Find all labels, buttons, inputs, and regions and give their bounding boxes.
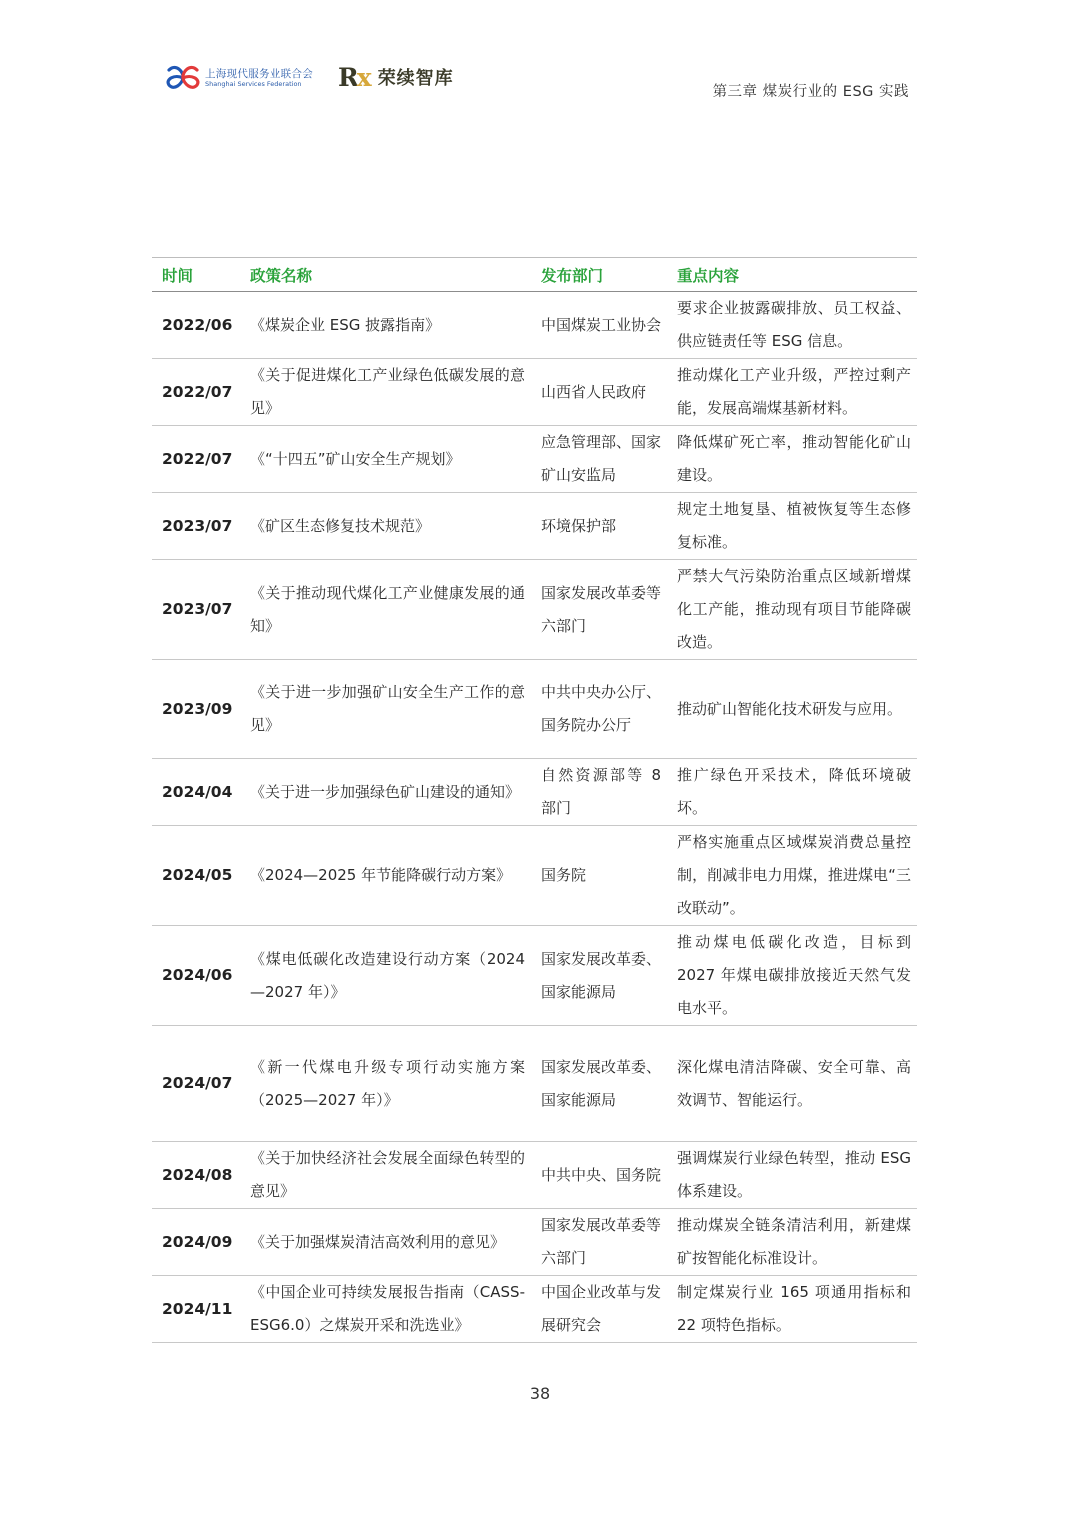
row-department: 山西省人民政府 (531, 359, 667, 426)
row-department: 国务院 (531, 826, 667, 926)
row-time: 2022/07 (152, 426, 240, 493)
table-row (152, 1142, 917, 1209)
table-row (152, 560, 917, 660)
row-department: 国家发展改革委、国家能源局 (531, 926, 667, 1026)
table-row (152, 1026, 917, 1142)
header-policy-name: 政策名称 (240, 258, 531, 292)
table-row (152, 926, 917, 1026)
row-department: 中国煤炭工业协会 (531, 292, 667, 359)
row-time: 2024/08 (152, 1142, 240, 1209)
rongxu-think-tank-logo (338, 64, 454, 90)
row-department: 国家发展改革委等六部门 (531, 560, 667, 660)
shanghai-services-federation-logo (166, 64, 313, 92)
row-policy-name: 《关于推动现代煤化工产业健康发展的通知》 (240, 560, 531, 660)
row-key-content: 严禁大气污染防治重点区域新增煤化工产能，推动现有项目节能降碳改造。 (667, 560, 917, 660)
row-time: 2024/11 (152, 1276, 240, 1343)
row-key-content: 推动煤化工产业升级，严控过剩产能，发展高端煤基新材料。 (667, 359, 917, 426)
table-row (152, 660, 917, 759)
row-department: 中国企业改革与发展研究会 (531, 1276, 667, 1343)
federation-name-cn: 上海现代服务业联合会 (205, 67, 313, 80)
row-time: 2023/09 (152, 660, 240, 759)
table-row (152, 826, 917, 926)
row-department: 环境保护部 (531, 493, 667, 560)
row-key-content: 推动矿山智能化技术研发与应用。 (667, 660, 917, 759)
row-policy-name: 《关于进一步加强绿色矿山建设的通知》 (240, 759, 531, 826)
table-row (152, 292, 917, 359)
header-key-content: 重点内容 (667, 258, 917, 292)
row-key-content: 规定土地复垦、植被恢复等生态修复标准。 (667, 493, 917, 560)
table-header-row (152, 258, 917, 292)
federation-emblem-icon (166, 64, 200, 92)
row-department: 应急管理部、国家矿山安监局 (531, 426, 667, 493)
row-policy-name: 《关于促进煤化工产业绿色低碳发展的意见》 (240, 359, 531, 426)
header-department: 发布部门 (531, 258, 667, 292)
row-policy-name: 《关于加强煤炭清洁高效利用的意见》 (240, 1209, 531, 1276)
row-key-content: 要求企业披露碳排放、员工权益、供应链责任等 ESG 信息。 (667, 292, 917, 359)
row-department: 中共中央、国务院 (531, 1142, 667, 1209)
row-key-content: 强调煤炭行业绿色转型，推动 ESG 体系建设。 (667, 1142, 917, 1209)
row-key-content: 深化煤电清洁降碳、安全可靠、高效调节、智能运行。 (667, 1026, 917, 1142)
row-time: 2024/06 (152, 926, 240, 1026)
row-key-content: 推广绿色开采技术，降低环境破坏。 (667, 759, 917, 826)
row-policy-name: 《中国企业可持续发展报告指南（CASS-ESG6.0）之煤炭开采和洗选业》 (240, 1276, 531, 1343)
table-row (152, 426, 917, 493)
page-number: 38 (529, 1384, 551, 1403)
row-department: 中共中央办公厅、国务院办公厅 (531, 660, 667, 759)
table-row (152, 759, 917, 826)
row-key-content: 降低煤矿死亡率，推动智能化矿山建设。 (667, 426, 917, 493)
table-row (152, 1209, 917, 1276)
row-key-content: 制定煤炭行业 165 项通用指标和 22 项特色指标。 (667, 1276, 917, 1343)
row-policy-name: 《新一代煤电升级专项行动实施方案（2025—2027 年）》 (240, 1026, 531, 1142)
row-department: 国家发展改革委等六部门 (531, 1209, 667, 1276)
row-time: 2022/06 (152, 292, 240, 359)
page-header (0, 0, 1080, 110)
row-time: 2023/07 (152, 560, 240, 660)
row-key-content: 严格实施重点区域煤炭消费总量控制，削减非电力用煤，推进煤电“三改联动”。 (667, 826, 917, 926)
table-row (152, 493, 917, 560)
row-policy-name: 《2024—2025 年节能降碳行动方案》 (240, 826, 531, 926)
row-time: 2024/07 (152, 1026, 240, 1142)
header-time: 时间 (152, 258, 240, 292)
row-policy-name: 《矿区生态修复技术规范》 (240, 493, 531, 560)
policy-table (152, 257, 917, 1343)
table-row (152, 359, 917, 426)
row-time: 2024/05 (152, 826, 240, 926)
row-policy-name: 《煤炭企业 ESG 披露指南》 (240, 292, 531, 359)
row-time: 2024/09 (152, 1209, 240, 1276)
table-row (152, 1276, 917, 1343)
row-time: 2024/04 (152, 759, 240, 826)
row-key-content: 推动煤炭全链条清洁利用，新建煤矿按智能化标准设计。 (667, 1209, 917, 1276)
row-policy-name: 《“十四五”矿山安全生产规划》 (240, 426, 531, 493)
row-policy-name: 《关于加快经济社会发展全面绿色转型的意见》 (240, 1142, 531, 1209)
row-department: 自然资源部等 8 部门 (531, 759, 667, 826)
federation-name-en: Shanghai Services Federation (205, 80, 302, 88)
rx-mark-icon: Rx (338, 62, 370, 92)
think-tank-name: 荣续智库 (377, 68, 454, 89)
row-time: 2023/07 (152, 493, 240, 560)
row-policy-name: 《煤电低碳化改造建设行动方案（2024—2027 年）》 (240, 926, 531, 1026)
row-department: 国家发展改革委、国家能源局 (531, 1026, 667, 1142)
row-policy-name: 《关于进一步加强矿山安全生产工作的意见》 (240, 660, 531, 759)
row-time: 2022/07 (152, 359, 240, 426)
row-key-content: 推动煤电低碳化改造，目标到 2027 年煤电碳排放接近天然气发电水平。 (667, 926, 917, 1026)
chapter-title: 第三章 煤炭行业的 ESG 实践 (712, 84, 909, 100)
